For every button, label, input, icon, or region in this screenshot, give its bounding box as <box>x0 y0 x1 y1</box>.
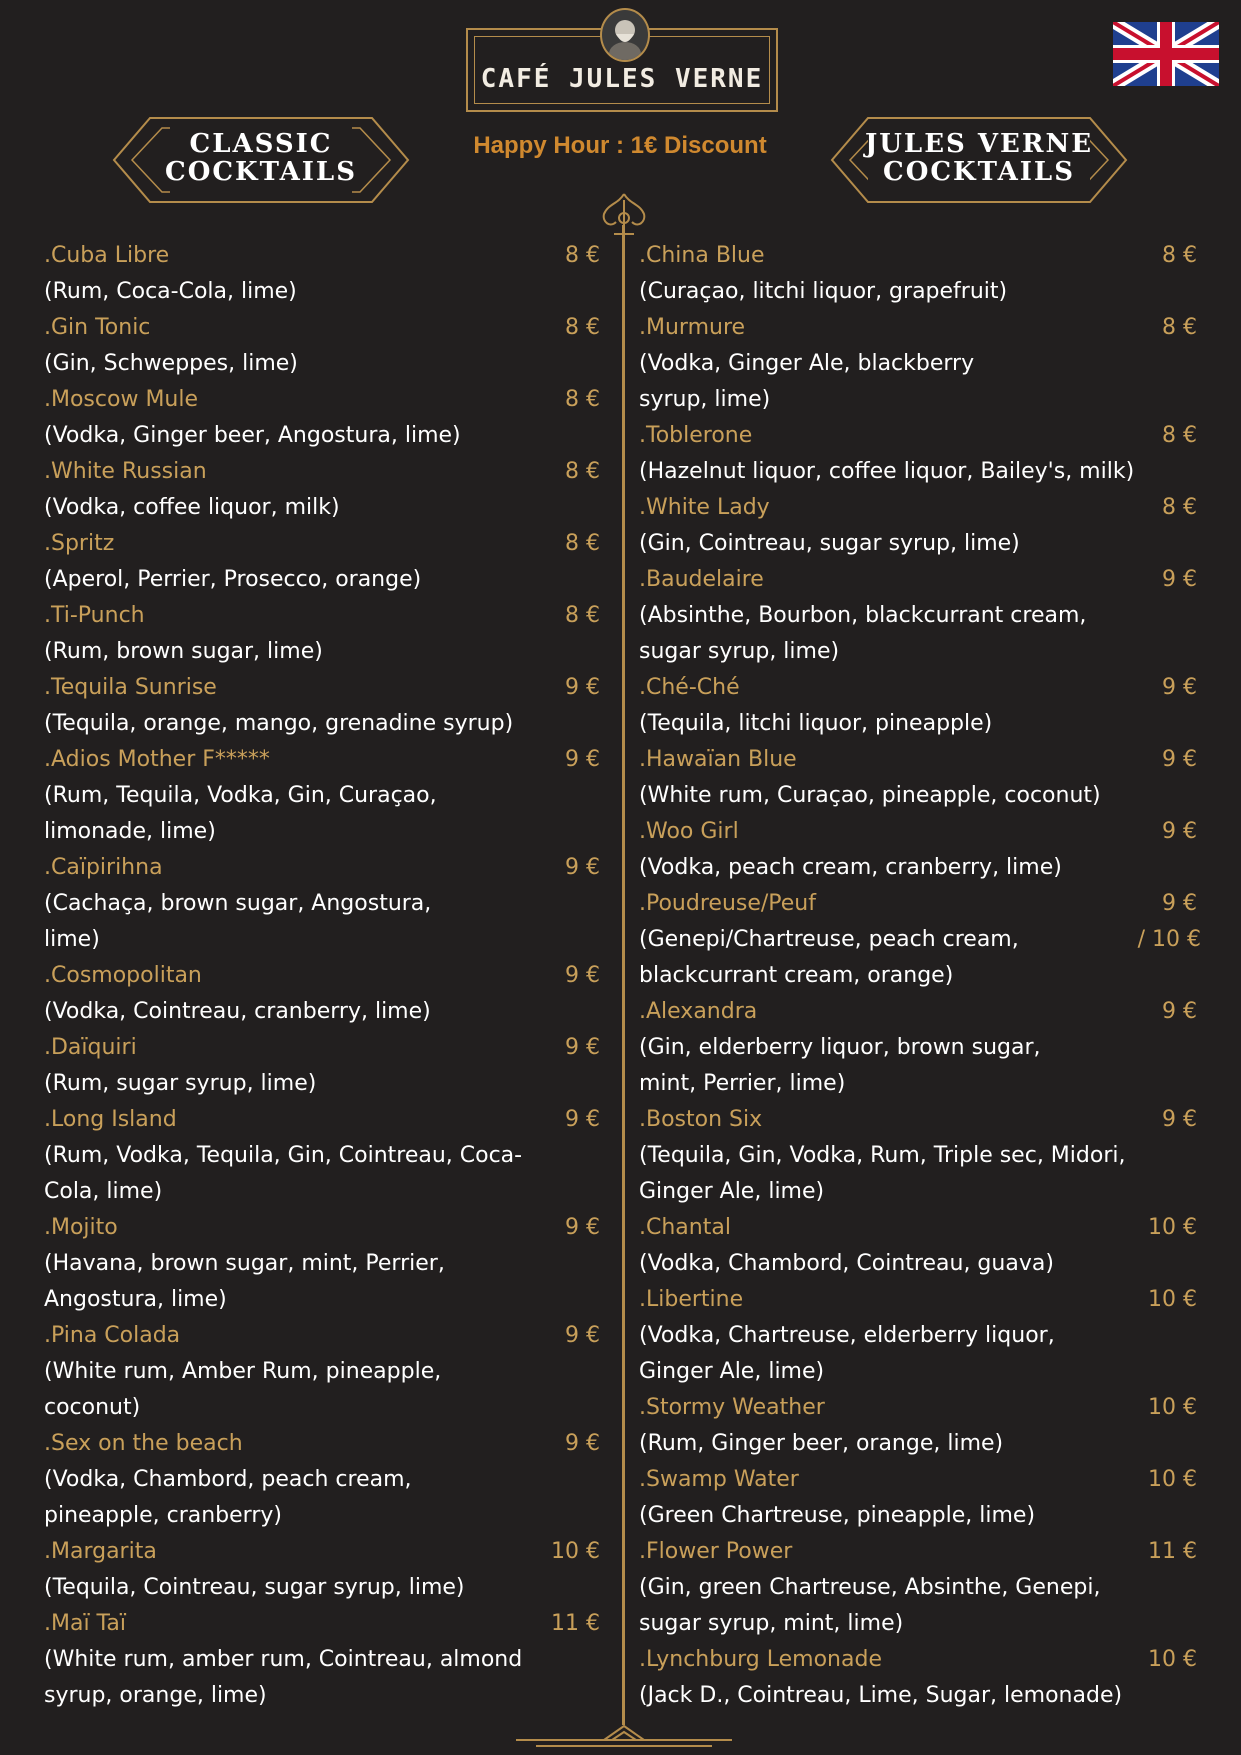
cocktail-ingredients: (Jack D., Cointreau, Lime, Sugar, lemonade) <box>639 1683 1123 1708</box>
cocktail-price: 8 € <box>565 243 600 268</box>
list-item <box>44 1426 604 1534</box>
bottom-ornament-icon <box>516 1720 732 1750</box>
list-item <box>44 382 604 454</box>
list-item <box>44 1030 604 1102</box>
cocktail-name: .Adios Mother F***** <box>44 747 270 772</box>
cocktail-name: .Moscow Mule <box>44 387 199 412</box>
cocktail-ingredients: (Vodka, coffee liquor, milk) <box>44 495 340 520</box>
cocktail-name: .Flower Power <box>639 1539 793 1564</box>
list-item <box>639 1642 1201 1714</box>
cocktail-ingredients: (Tequila, litchi liquor, pineapple) <box>639 711 993 736</box>
cocktail-ingredients: (Hazelnut liquor, coffee liquor, Bailey's, milk) <box>639 459 1135 484</box>
list-item <box>639 310 1201 418</box>
list-item <box>639 562 1201 670</box>
cocktail-ingredients: (Vodka, peach cream, cranberry, lime) <box>639 855 1062 880</box>
cocktail-name: .Caïpirihna <box>44 855 163 880</box>
cocktail-price: 8 € <box>1162 423 1197 448</box>
cocktail-name: .China Blue <box>639 243 765 268</box>
list-item <box>44 670 604 742</box>
cocktail-price: 9 € <box>1162 819 1197 844</box>
jules-verne-portrait-icon <box>600 8 650 62</box>
cocktail-price: 9 € <box>565 747 600 772</box>
cocktail-name: .Libertine <box>639 1287 744 1312</box>
classic-banner-line2: COCKTAILS <box>165 157 357 187</box>
cocktail-ingredients: (Cachaça, brown sugar, Angostura, <box>44 891 432 916</box>
cocktail-price: 9 € <box>565 1035 600 1060</box>
cocktail-price: 11 € <box>551 1611 600 1636</box>
cocktail-name: .Cuba Libre <box>44 243 170 268</box>
cocktail-name: .Margarita <box>44 1539 157 1564</box>
cocktail-ingredients: (Rum, Tequila, Vodka, Gin, Curaçao, <box>44 783 437 808</box>
cocktail-name: .Alexandra <box>639 999 758 1024</box>
list-item <box>44 310 604 382</box>
cocktail-ingredients-cont: limonade, lime) <box>44 819 216 844</box>
jules-banner-line1: JULES VERNE <box>864 129 1094 159</box>
cocktail-ingredients: (Rum, Vodka, Tequila, Gin, Cointreau, Coca- <box>44 1143 523 1168</box>
cocktail-ingredients: (Genepi/Chartreuse, peach cream, <box>639 927 1019 952</box>
list-item <box>639 886 1201 994</box>
cocktail-ingredients: (Rum, Coca-Cola, lime) <box>44 279 297 304</box>
cocktail-name: .Mojito <box>44 1215 118 1240</box>
cocktail-ingredients-cont: syrup, lime) <box>639 387 771 412</box>
cocktail-price: 8 € <box>1162 315 1197 340</box>
list-item <box>44 526 604 598</box>
cocktail-ingredients: (White rum, Curaçao, pineapple, coconut) <box>639 783 1101 808</box>
happy-hour-text: Happy Hour : 1€ Discount <box>473 132 767 159</box>
list-item <box>639 1102 1201 1210</box>
cocktail-price: 8 € <box>1162 495 1197 520</box>
list-item <box>639 1390 1201 1462</box>
cocktail-ingredients: (Gin, Schweppes, lime) <box>44 351 298 376</box>
cocktail-ingredients-cont: sugar syrup, lime) <box>639 639 840 664</box>
cocktail-ingredients: (Green Chartreuse, pineapple, lime) <box>639 1503 1036 1528</box>
list-item <box>639 1534 1201 1642</box>
list-item <box>44 958 604 1030</box>
cocktail-price: 9 € <box>1162 675 1197 700</box>
list-item <box>44 454 604 526</box>
cocktail-name: .Daïquiri <box>44 1035 137 1060</box>
cocktail-ingredients: (White rum, amber rum, Cointreau, almond <box>44 1647 523 1672</box>
cocktail-price: 10 € <box>1148 1467 1197 1492</box>
cocktail-price: 9 € <box>565 1107 600 1132</box>
classic-cocktails-list <box>44 238 604 1714</box>
cocktail-price-alt: / 10 € <box>1137 927 1201 952</box>
list-item <box>44 238 604 310</box>
list-item <box>44 850 604 958</box>
cocktail-ingredients: (Gin, Cointreau, sugar syrup, lime) <box>639 531 1020 556</box>
cocktail-ingredients-cont: blackcurrant cream, orange) <box>639 963 954 988</box>
cocktail-price: 9 € <box>565 855 600 880</box>
cocktail-ingredients-cont: lime) <box>44 927 100 952</box>
cocktail-ingredients-cont: coconut) <box>44 1395 141 1420</box>
cocktail-ingredients: (Gin, green Chartreuse, Absinthe, Genepi, <box>639 1575 1101 1600</box>
list-item <box>639 490 1201 562</box>
cocktail-name: .Long Island <box>44 1107 177 1132</box>
cocktail-ingredients: (Tequila, Gin, Vodka, Rum, Triple sec, Midori, <box>639 1143 1126 1168</box>
cocktail-ingredients: (Curaçao, litchi liquor, grapefruit) <box>639 279 1008 304</box>
classic-banner-line1: CLASSIC <box>189 129 333 159</box>
list-item <box>44 742 604 850</box>
cocktail-price: 9 € <box>565 675 600 700</box>
cocktail-price: 9 € <box>565 963 600 988</box>
cocktail-name: .Murmure <box>639 315 746 340</box>
cocktail-name: .White Lady <box>639 495 770 520</box>
cocktail-name: .Woo Girl <box>639 819 739 844</box>
cocktail-name: .Spritz <box>44 531 115 556</box>
list-item <box>639 1210 1201 1282</box>
cocktail-name: .Baudelaire <box>639 567 764 592</box>
classic-cocktails-banner <box>110 112 412 208</box>
cocktail-ingredients: (Tequila, Cointreau, sugar syrup, lime) <box>44 1575 465 1600</box>
cocktail-price: 8 € <box>1162 243 1197 268</box>
cocktail-price: 10 € <box>551 1539 600 1564</box>
cocktail-price: 10 € <box>1148 1647 1197 1672</box>
cocktail-ingredients: (Tequila, orange, mango, grenadine syrup) <box>44 711 514 736</box>
list-item <box>639 418 1201 490</box>
cocktail-price: 8 € <box>565 387 600 412</box>
cocktail-ingredients-cont: syrup, orange, lime) <box>44 1683 267 1708</box>
cocktail-ingredients: (Vodka, Chartreuse, elderberry liquor, <box>639 1323 1055 1348</box>
cocktail-ingredients: (Absinthe, Bourbon, blackcurrant cream, <box>639 603 1087 628</box>
list-item <box>639 1282 1201 1390</box>
list-item <box>44 1606 604 1714</box>
cocktail-ingredients: (Vodka, Cointreau, cranberry, lime) <box>44 999 431 1024</box>
cocktail-ingredients: (Rum, Ginger beer, orange, lime) <box>639 1431 1004 1456</box>
cocktail-ingredients: (Aperol, Perrier, Prosecco, orange) <box>44 567 422 592</box>
uk-flag-icon[interactable] <box>1113 22 1219 86</box>
cocktail-ingredients-cont: pineapple, cranberry) <box>44 1503 282 1528</box>
cocktail-price: 9 € <box>1162 747 1197 772</box>
cocktail-name: .Pina Colada <box>44 1323 181 1348</box>
list-item <box>44 1534 604 1606</box>
list-item <box>44 1318 604 1426</box>
cocktail-price: 8 € <box>565 315 600 340</box>
list-item <box>44 1210 604 1318</box>
cocktail-ingredients-cont: Ginger Ale, lime) <box>639 1359 825 1384</box>
jules-verne-cocktails-banner <box>828 112 1130 208</box>
cocktail-name: .Tequila Sunrise <box>44 675 217 700</box>
cocktail-ingredients: (Rum, brown sugar, lime) <box>44 639 323 664</box>
cocktail-name: .White Russian <box>44 459 207 484</box>
cocktail-name: .Toblerone <box>639 423 753 448</box>
cocktail-price: 8 € <box>565 603 600 628</box>
list-item <box>639 814 1201 886</box>
cocktail-price: 9 € <box>1162 1107 1197 1132</box>
cocktail-ingredients: (Vodka, Ginger beer, Angostura, lime) <box>44 423 461 448</box>
cocktail-name: .Ti-Punch <box>44 603 145 628</box>
cocktail-price: 8 € <box>565 459 600 484</box>
cocktail-ingredients: (Vodka, Chambord, peach cream, <box>44 1467 412 1492</box>
cocktail-ingredients-cont: Ginger Ale, lime) <box>639 1179 825 1204</box>
column-divider <box>622 225 625 1725</box>
cocktail-ingredients-cont: sugar syrup, mint, lime) <box>639 1611 904 1636</box>
cocktail-name: .Hawaïan Blue <box>639 747 797 772</box>
cocktail-price: 8 € <box>565 531 600 556</box>
cocktail-ingredients: (White rum, Amber Rum, pineapple, <box>44 1359 442 1384</box>
cocktail-name: .Swamp Water <box>639 1467 799 1492</box>
cocktail-price: 9 € <box>1162 567 1197 592</box>
list-item <box>639 742 1201 814</box>
cocktail-name: .Boston Six <box>639 1107 763 1132</box>
cocktail-name: .Poudreuse/Peuf <box>639 891 816 916</box>
list-item <box>44 598 604 670</box>
cocktail-ingredients: (Gin, elderberry liquor, brown sugar, <box>639 1035 1041 1060</box>
cocktail-name: .Cosmopolitan <box>44 963 202 988</box>
list-item <box>639 670 1201 742</box>
cocktail-price: 9 € <box>1162 999 1197 1024</box>
cocktail-name: .Lynchburg Lemonade <box>639 1647 882 1672</box>
jules-banner-line2: COCKTAILS <box>883 157 1075 187</box>
cocktail-name: .Ché-Ché <box>639 675 740 700</box>
cocktail-ingredients-cont: Cola, lime) <box>44 1179 163 1204</box>
cocktail-ingredients: (Rum, sugar syrup, lime) <box>44 1071 317 1096</box>
cocktail-name: .Chantal <box>639 1215 731 1240</box>
cocktail-name: .Stormy Weather <box>639 1395 825 1420</box>
cocktail-ingredients-cont: Angostura, lime) <box>44 1287 227 1312</box>
cocktail-price: 9 € <box>1162 891 1197 916</box>
cocktail-ingredients: (Havana, brown sugar, mint, Perrier, <box>44 1251 445 1276</box>
cocktail-name: .Gin Tonic <box>44 315 151 340</box>
logo-title: CAFÉ JULES VERNE <box>480 64 764 94</box>
cocktail-price: 9 € <box>565 1323 600 1348</box>
cocktail-ingredients: (Vodka, Chambord, Cointreau, guava) <box>639 1251 1054 1276</box>
cocktail-name: .Sex on the beach <box>44 1431 243 1456</box>
cocktail-price: 10 € <box>1148 1395 1197 1420</box>
cocktail-ingredients-cont: mint, Perrier, lime) <box>639 1071 846 1096</box>
cocktail-price: 9 € <box>565 1431 600 1456</box>
cocktail-price: 10 € <box>1148 1215 1197 1240</box>
cocktail-name: .Maï Taï <box>44 1611 126 1636</box>
jules-verne-cocktails-list <box>639 238 1201 1714</box>
list-item <box>639 1462 1201 1534</box>
list-item <box>44 1102 604 1210</box>
cocktail-price: 10 € <box>1148 1287 1197 1312</box>
list-item <box>639 238 1201 310</box>
cocktail-price: 11 € <box>1148 1539 1197 1564</box>
list-item <box>639 994 1201 1102</box>
cocktail-price: 9 € <box>565 1215 600 1240</box>
cocktail-ingredients: (Vodka, Ginger Ale, blackberry <box>639 351 975 376</box>
